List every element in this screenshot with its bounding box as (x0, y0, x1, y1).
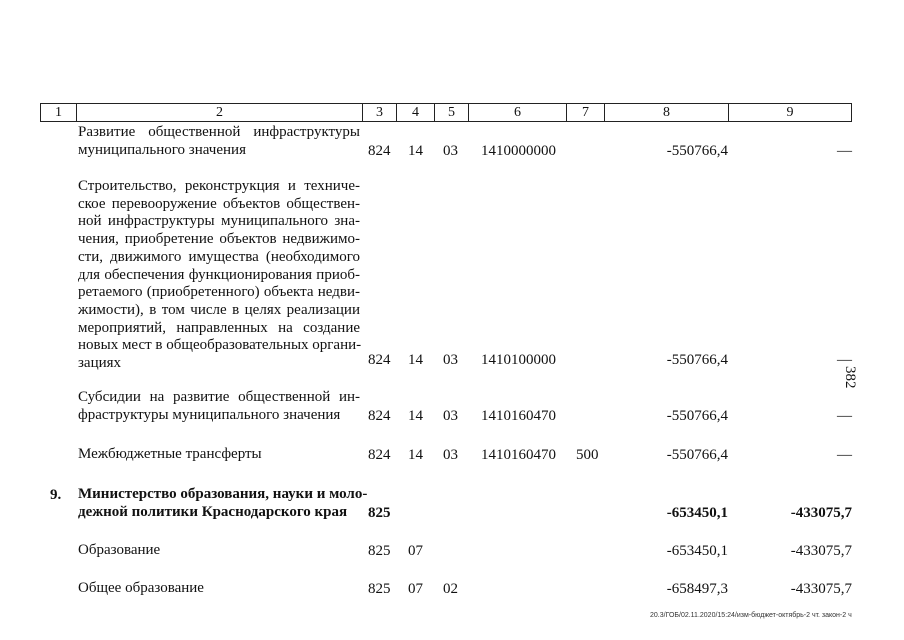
row-description: Строительство, реконструкция и техниче- ское перевооружение объектов обществен- ной инфраструктуры муниципального зна- чения, приобретение объектов недвижимо- сти, движимого имущества (необходимого для обеспечения функционирования приоб- ретаемого (приобретенного) объекта недви- жимости), в том числе в целях реализации мероприятий, направленных на создание новых мест в общеобразовательных органи- зациях (78, 178, 362, 372)
row-description: Развитие общественной инфраструктуры муниципального значения (78, 124, 360, 158)
cell-amount-9: -433075,7 (790, 543, 852, 559)
cell-code-4: 07 (408, 543, 423, 559)
row-description: Министерство образования, науки и моло- дежной политики Краснодарского края (78, 486, 368, 520)
cell-code-4: 14 (408, 408, 423, 424)
cell-amount-8: -550766,4 (666, 447, 728, 463)
page-number: 382 (842, 366, 858, 389)
header-cell-4: 4 (396, 103, 434, 122)
header-cell-3: 3 (362, 103, 396, 122)
cell-code-3: 824 (368, 408, 391, 424)
cell-code-6: 1410100000 (481, 352, 556, 368)
cell-code-3: 824 (368, 143, 391, 159)
row-number: 9. (50, 487, 62, 503)
cell-amount-9: — (837, 352, 852, 368)
cell-code-5: 03 (443, 352, 458, 368)
header-cell-8: 8 (604, 103, 728, 122)
cell-code-5: 03 (443, 447, 458, 463)
cell-code-3: 825 (368, 543, 391, 559)
cell-code-4: 14 (408, 447, 423, 463)
cell-code-5: 03 (443, 143, 458, 159)
cell-code-5: 02 (443, 581, 458, 597)
header-cell-7: 7 (566, 103, 604, 122)
cell-code-6: 1410000000 (481, 143, 556, 159)
cell-code-6: 1410160470 (481, 408, 556, 424)
cell-code-6: 1410160470 (481, 447, 556, 463)
cell-amount-8: -550766,4 (666, 352, 728, 368)
row-description: Общее образование (78, 580, 204, 596)
cell-amount-8: -658497,3 (666, 581, 728, 597)
row-description: Межбюджетные трансферты (78, 446, 262, 462)
header-cell-1: 1 (40, 103, 76, 122)
row-description: Субсидии на развитие общественной ин- фраструктуры муниципального значения (78, 389, 360, 423)
header-cell-6: 6 (468, 103, 566, 122)
cell-amount-9: — (837, 408, 852, 424)
cell-amount-8: -653450,1 (666, 543, 728, 559)
cell-code-3: 824 (368, 352, 391, 368)
cell-code-3: 825 (368, 581, 391, 597)
header-cell-5: 5 (434, 103, 468, 122)
cell-amount-9: — (837, 447, 852, 463)
cell-code-7: 500 (576, 447, 599, 463)
cell-amount-8: -550766,4 (666, 408, 728, 424)
cell-code-4: 07 (408, 581, 423, 597)
cell-code-5: 03 (443, 408, 458, 424)
header-cell-9: 9 (728, 103, 852, 122)
footer-stamp: 20.3/ГОБ/02.11.2020/15:24/изм-бюджет-октябрь-2 чт. закон-2 ч (650, 612, 852, 619)
cell-amount-9: — (837, 143, 852, 159)
cell-code-4: 14 (408, 143, 423, 159)
cell-amount-8: -550766,4 (666, 143, 728, 159)
cell-amount-9: -433075,7 (790, 581, 852, 597)
cell-code-3: 824 (368, 447, 391, 463)
cell-code-4: 14 (408, 352, 423, 368)
cell-code-3: 825 (368, 505, 391, 521)
row-description: Образование (78, 542, 161, 558)
cell-amount-9: -433075,7 (790, 505, 852, 521)
cell-amount-8: -653450,1 (666, 505, 728, 521)
header-cell-2: 2 (76, 103, 362, 122)
